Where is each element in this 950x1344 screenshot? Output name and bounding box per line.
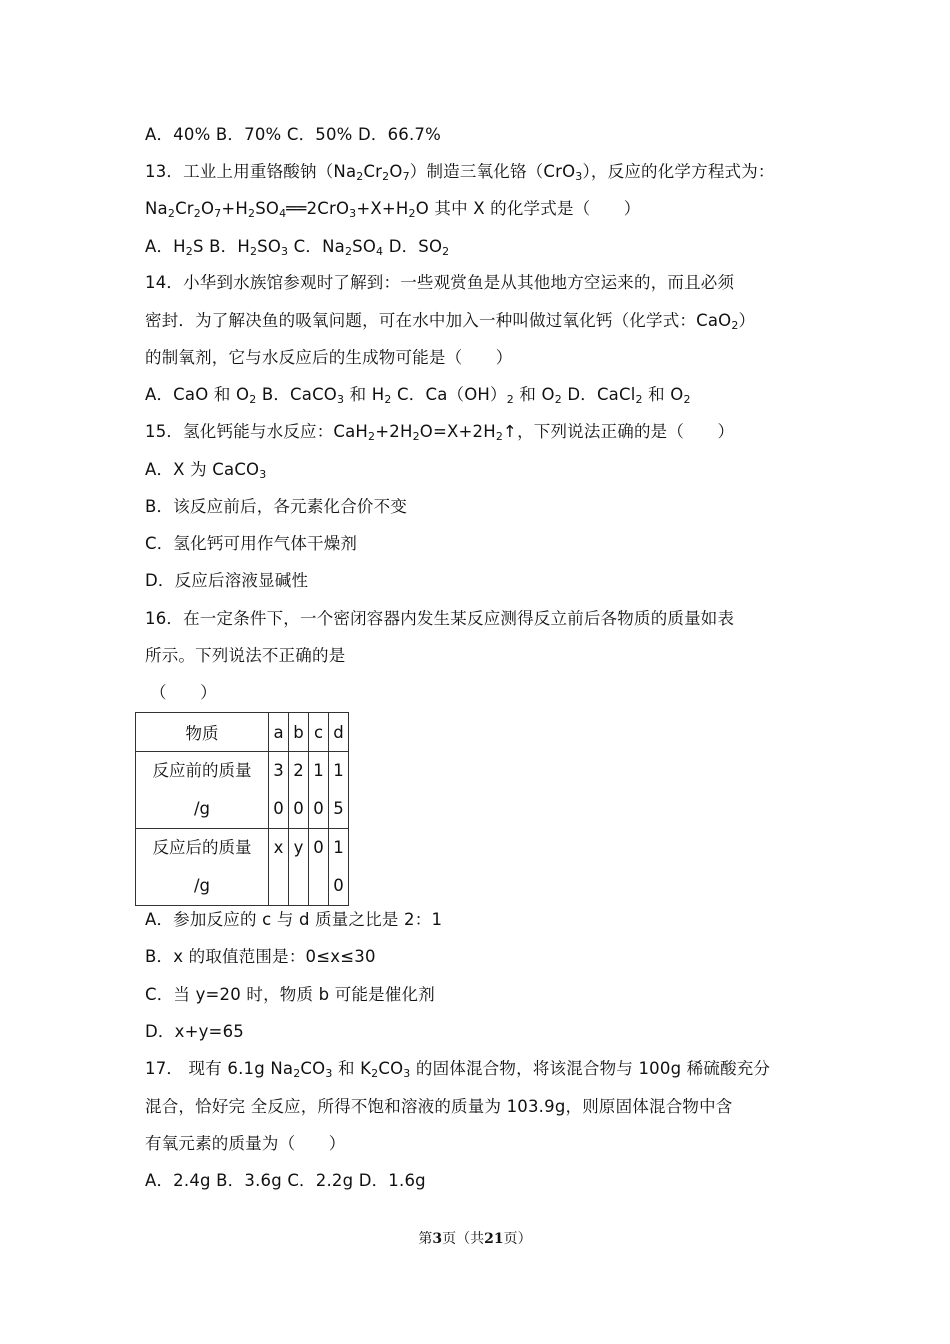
- q13-equation: $Na_2Cr_2O_7+H_2SO_4══2CrO_3+X+H_2O$ 其中 X 的化学式是（ ）: [145, 199, 641, 220]
- q16-option-c: C．当 y=20 时，物质 b 可能是催化剂: [145, 985, 435, 1004]
- q15-option-c: C．氢化钙可用作气体干燥剂: [145, 534, 358, 553]
- before-d: 1 5: [329, 752, 349, 829]
- after-a: x: [269, 829, 289, 906]
- q14-options: A．CaO 和 $O_2$ B．CaCO$_3$ 和 $H_2$ C．$Ca(OH)_2$ 和 $O_2$ D．CaCl$_2$ 和 $O_2$: [145, 385, 691, 406]
- page-footer: 第3页（共21页）: [418, 1231, 532, 1247]
- after-b: y: [289, 829, 309, 906]
- table-header-b: b: [289, 713, 309, 752]
- q12-options: A．40% B．70% C．50% D．66.7%: [145, 125, 442, 144]
- q17-stem-line1: 17． 现有 6.1g $Na_2CO_3$ 和 $K_2CO_3$ 的固体混合物，将该混合物与 100g 稀硫酸充分: [145, 1059, 771, 1080]
- q16-answer-paren: （ ）: [150, 683, 217, 702]
- q15-option-a: A．X 为 CaCO$_3$: [145, 460, 267, 481]
- after-c: 0: [309, 829, 329, 906]
- row-label-after: 反应后的质量 /g: [136, 829, 269, 906]
- page-number: 3: [432, 1231, 443, 1247]
- before-b: 2 0: [289, 752, 309, 829]
- row-label-before: 反应前的质量 /g: [136, 752, 269, 829]
- q13-options: A．$H_2S$ B．$H_2SO_3$ C．$Na_2SO_4$ D．$SO_2$: [145, 237, 450, 258]
- table-row: [136, 713, 349, 752]
- q17-stem-line2: 混合，恰好完 全反应，所得不饱和溶液的质量为 103.9g，则原固体混合物中含: [145, 1097, 733, 1116]
- q15-option-b: B．该反应前后，各元素化合价不变: [145, 497, 408, 516]
- q17-stem-line3: 有氧元素的质量为（ ）: [145, 1134, 346, 1153]
- table-header-d: d: [329, 713, 349, 752]
- q16-stem-line1: 16．在一定条件下，一个密闭容器内发生某反应测得反立前后各物质的质量如表: [145, 609, 735, 628]
- mass-table: [135, 712, 349, 906]
- q14-stem-line1: 14．小华到水族馆参观时了解到：一些观赏鱼是从其他地方空运来的，而且必须: [145, 273, 735, 292]
- before-a: 3 0: [269, 752, 289, 829]
- page-total: 21: [484, 1231, 504, 1247]
- table-header-substance: 物质: [136, 713, 269, 752]
- after-d: 1 0: [329, 829, 349, 906]
- q16-option-d: D．x+y=65: [145, 1022, 244, 1041]
- table-header-c: c: [309, 713, 329, 752]
- q14-stem-line3: 的制氧剂，它与水反应后的生成物可能是（ ）: [145, 348, 513, 367]
- q13-stem-line1: 13．工业上用重铬酸钠$(Na_2Cr_2O_7)$制造三氧化铬（CrO$_3$），反应的化学方程式为：: [145, 162, 775, 183]
- table-row: [136, 752, 349, 829]
- before-c: 1 0: [309, 752, 329, 829]
- q15-option-d: D．反应后溶液显碱性: [145, 571, 309, 590]
- q16-option-b: B．x 的取值范围是：0≤x≤30: [145, 947, 376, 966]
- q16-option-a: A．参加反应的 c 与 d 质量之比是 2：1: [145, 910, 443, 929]
- table-row: [136, 829, 349, 906]
- table-header-a: a: [269, 713, 289, 752]
- q16-stem-line2: 所示。下列说法不正确的是: [145, 646, 346, 665]
- q15-stem: 15．氢化钙能与水反应：$CaH_2+2H_2O=X+2H_2↑$，下列说法正确的是（ ）: [145, 422, 735, 443]
- q17-options: A．2.4g B．3.6g C．2.2g D．1.6g: [145, 1171, 426, 1190]
- q14-stem-line2: 密封．为了解决鱼的吸氧问题，可在水中加入一种叫做过氧化钙（化学式：CaO$_2$）: [145, 311, 756, 332]
